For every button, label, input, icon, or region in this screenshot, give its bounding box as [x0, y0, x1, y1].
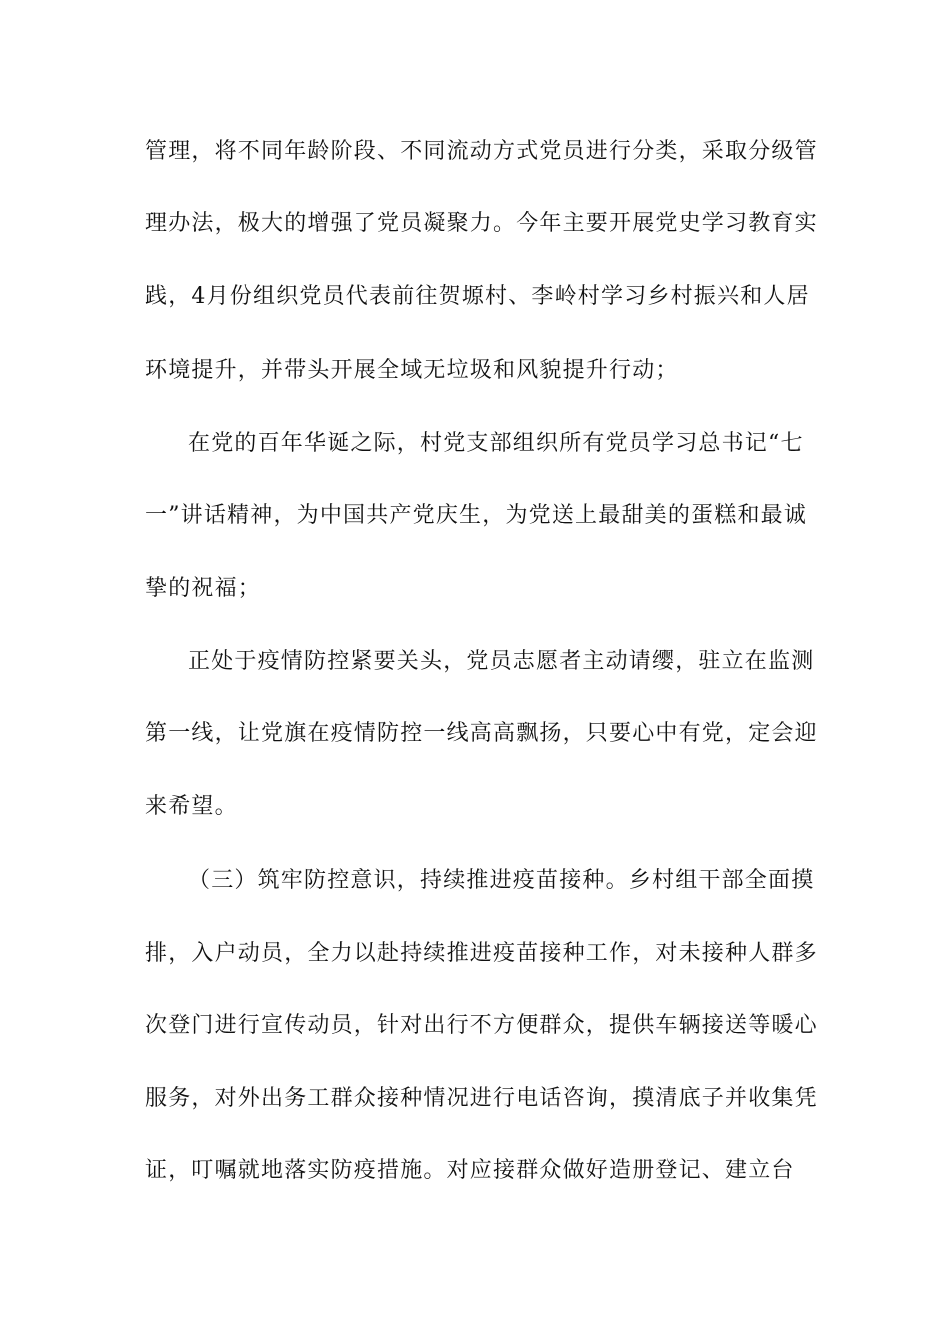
text-line: 理办法，极大的增强了党员凝聚力。今年主要开展党史学习教育实	[145, 211, 818, 236]
text-line: 次登门进行宣传动员，针对出行不方便群众，提供车辆接送等暖心	[145, 1013, 818, 1038]
text-line: 挚的祝福；	[145, 576, 262, 601]
text-line: 排，入户动员，全力以赴持续推进疫苗接种工作，对未接种人群多	[145, 941, 818, 966]
text-line: 践，4月份组织党员代表前往贺塬村、李岭村学习乡村振兴和人居	[145, 284, 810, 309]
text-line: 服务，对外出务工群众接种情况进行电话咨询，摸清底子并收集凭	[145, 1086, 818, 1111]
paragraph-first-line: 在党的百年华诞之际，村党支部组织所有党员学习总书记“七	[188, 431, 804, 456]
text-line: 一”讲话精神，为中国共产党庆生，为党送上最甜美的蛋糕和最诚	[145, 503, 808, 528]
text-line: 管理，将不同年龄阶段、不同流动方式党员进行分类，采取分级管	[145, 139, 818, 164]
section-heading-line: （三）筑牢防控意识，持续推进疫苗接种。乡村组干部全面摸	[188, 868, 815, 893]
paragraph-first-line: 正处于疫情防控紧要关头，党员志愿者主动请缨，驻立在监测	[188, 649, 815, 674]
text-line: 第一线，让党旗在疫情防控一线高高飘扬，只要心中有党，定会迎	[145, 721, 818, 746]
text-line: 环境提升，并带头开展全域无垃圾和风貌提升行动；	[145, 358, 679, 383]
text-line: 证，叮嘱就地落实防疫措施。对应接群众做好造册登记、建立台	[145, 1158, 795, 1183]
text-line: 来希望。	[145, 794, 238, 819]
